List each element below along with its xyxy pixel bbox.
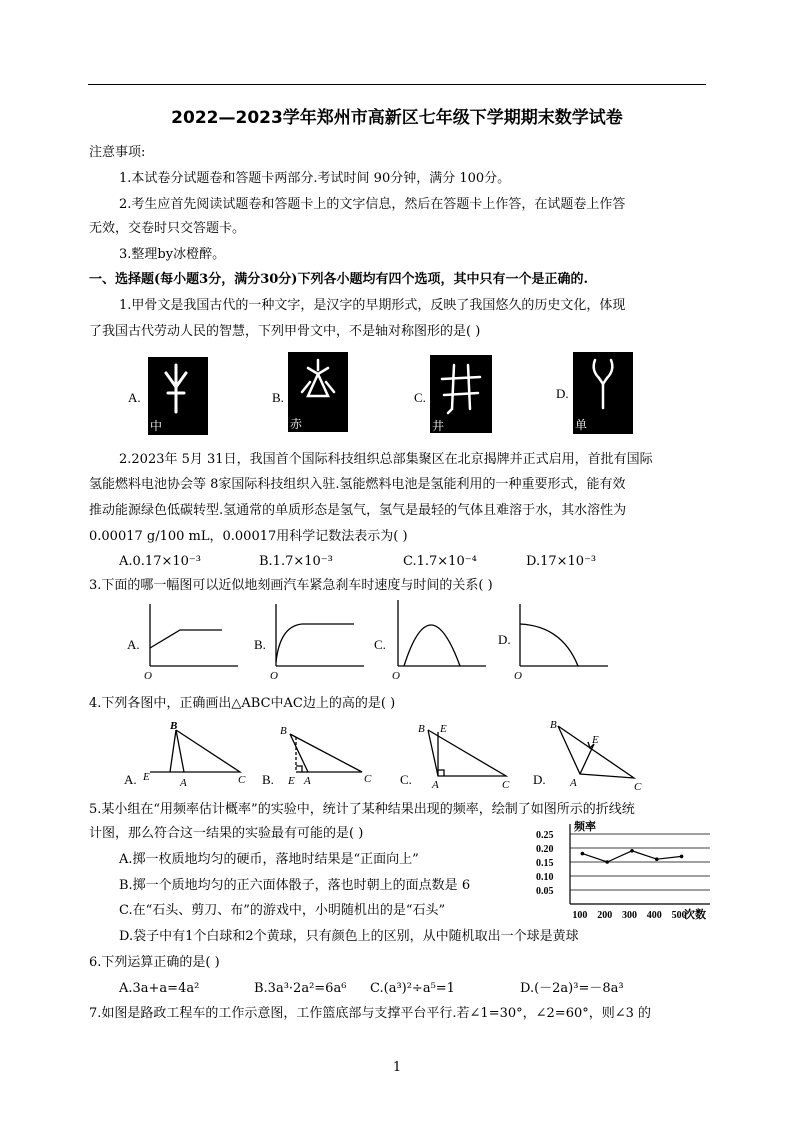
q2-option-a: A.0.17×10⁻³ <box>119 554 201 569</box>
q4-d-point-e: E <box>592 734 599 746</box>
q3-graph-b <box>268 600 368 682</box>
q2-option-d: D.17×10⁻³ <box>526 554 597 569</box>
q4-triangle-b <box>276 722 386 790</box>
q3-option-a-label: A. <box>127 637 140 652</box>
q1-glyph-b-caption: 赤 <box>290 417 303 431</box>
q3-stem: 3.下面的哪一幅图可以近似地刻画汽车紧急刹车时速度与时间的关系( ) <box>89 578 493 593</box>
q1-option-c-label: C. <box>414 390 426 405</box>
q4-d-point-b: B <box>550 719 557 731</box>
q5-line2: 计图，那么符合这一结果的实验最有可能的是( ) <box>89 826 364 841</box>
q6-option-a: A.3a+a=4a² <box>119 981 200 996</box>
chart-xtick-label: 500 <box>671 910 687 921</box>
q3-graph-d-origin: O <box>514 670 522 682</box>
top-rule <box>88 84 706 85</box>
q4-a-point-c: C <box>238 774 246 786</box>
q6-stem: 6.下列运算正确的是( ) <box>89 955 220 970</box>
page-number: 1 <box>392 1060 402 1075</box>
q2-line1: 2.2023年 5月 31日，我国首个国际科技组织总部集聚区在北京揭牌并正式启用，首批有国际 <box>119 452 653 467</box>
q4-d-point-a: A <box>570 777 577 789</box>
chart-data-point <box>605 860 609 864</box>
note-2-line1: 2.考生应首先阅读试题卷和答题卡上的文字信息，然后在答题卡上作答，在试题卷上作答 <box>119 197 626 212</box>
q4-stem: 4.下列各图中，正确画出△ABC中AC边上的高的是( ) <box>89 696 396 711</box>
q1-glyph-c-caption: 井 <box>432 419 445 433</box>
q1-line1: 1.甲骨文是我国古代的一种文字，是汉字的早期形式，反映了我国悠久的历史文化，体现 <box>119 298 626 313</box>
q4-a-point-b: B <box>170 720 178 732</box>
q3-graph-d <box>512 600 612 682</box>
q5-option-c: C.在“石头、剪刀、布”的游戏中，小明随机出的是“石头” <box>119 903 446 918</box>
q2-line2: 氢能燃料电池协会等 8家国际科技组织入驻.氢能燃料电池是氢能利用的一种重要形式，能有效 <box>89 477 626 492</box>
q2-line4: 0.00017 g/100 mL，0.00017用科学记数法表示为( ) <box>89 529 408 544</box>
q5-option-a: A.掷一枚质地均匀的硬币，落地时结果是“正面向上” <box>119 852 419 867</box>
q5-option-d: D.袋子中有1个白球和2个黄球，只有颜色上的区别，从中随机取出一个球是黄球 <box>119 929 579 944</box>
q2-line3: 推动能源绿色低碳转型.氢通常的单质形态是氢气，氢气是最轻的气体且难溶于水，其水溶性为 <box>89 503 627 518</box>
q2-option-b: B.1.7×10⁻³ <box>259 554 333 569</box>
q3-graph-c <box>390 596 490 682</box>
q3-graph-c-origin: O <box>392 670 400 682</box>
q4-b-point-a: A <box>304 775 311 787</box>
chart-data-point <box>655 857 659 861</box>
q4-triangle-a <box>140 718 260 790</box>
q7-line1: 7.如图是路政工程车的工作示意图，工作篮底部与支撑平台平行.若∠1=30°，∠2=60°，则∠3 的 <box>89 1006 652 1021</box>
q4-triangle-d <box>546 716 656 792</box>
q1-option-a-label: A. <box>128 390 141 405</box>
q1-option-b-label: B. <box>272 390 284 405</box>
q4-c-point-e: E <box>440 723 447 735</box>
chart-xtick-label: 100 <box>572 910 588 921</box>
notes-heading: 注意事项: <box>89 145 146 160</box>
q4-option-b-label: B. <box>262 772 274 787</box>
chart-ytick-label: 0.05 <box>536 886 554 897</box>
note-3: 3.整理by冰橙醉。 <box>119 247 226 262</box>
q4-triangle-c <box>414 720 514 790</box>
q5-option-b: B.掷一个质地均匀的正六面体骰子，落也时朝上的面点数是 6 <box>119 878 471 893</box>
q3-graph-a-origin: O <box>144 670 152 682</box>
q4-option-d-label: D. <box>533 772 546 787</box>
chart-data-point <box>581 852 585 856</box>
q3-option-d-label: D. <box>498 632 511 647</box>
q6-option-d: D.(－2a)³=－8a³ <box>520 981 624 996</box>
q1-glyph-d-caption: 单 <box>575 418 588 432</box>
q3-graph-a <box>142 600 242 682</box>
chart-xtick-label: 200 <box>597 910 613 921</box>
q4-c-point-c: C <box>502 779 510 790</box>
q1-glyph-b <box>288 352 348 432</box>
q1-glyph-a-caption: 中 <box>150 419 163 433</box>
chart-xtick-label: 400 <box>646 910 662 921</box>
chart-xlabel: 次数 <box>684 909 706 921</box>
note-1: 1.本试卷分试题卷和答题卡两部分.考试时间 90分钟，满分 100分。 <box>119 171 511 186</box>
q4-b-point-b: B <box>280 725 287 737</box>
q3-option-b-label: B. <box>254 637 266 652</box>
q4-a-point-a: A <box>180 777 187 789</box>
q3-option-c-label: C. <box>374 637 386 652</box>
chart-xtick-label: 300 <box>622 910 637 921</box>
q4-option-a-label: A. <box>124 772 137 787</box>
q6-option-b: B.3a³·2a²=6a⁶ <box>254 981 347 996</box>
section-heading: 一、选择题(每小题3分，满分30分)下列各小题均有四个选项，其中只有一个是正确的. <box>89 272 588 287</box>
q4-c-point-b: B <box>418 723 425 735</box>
chart-ytick-label: 0.15 <box>536 858 554 869</box>
q1-glyph-a <box>148 357 208 435</box>
q1-option-d-label: D. <box>556 386 569 401</box>
chart-data-point <box>630 849 634 853</box>
q6-option-c: C.(a³)²÷a⁵=1 <box>370 981 455 996</box>
frequency-line-chart <box>534 820 712 926</box>
q1-glyph-c <box>430 355 492 433</box>
chart-ylabel: 频率 <box>574 821 596 833</box>
q4-b-point-e: E <box>288 775 295 787</box>
q4-c-point-a: A <box>432 779 439 790</box>
q1-line2: 了我国古代劳动人民的智慧，下列甲骨文中，不是轴对称图形的是( ) <box>89 324 481 339</box>
note-2-line2: 无效，交卷时只交答题卡。 <box>89 221 246 236</box>
q5-line1: 5.某小组在“用频率估计概率”的实验中，统计了某种结果出现的频率，绘制了如图所示的折线统 <box>89 802 635 817</box>
page-title: 2022—2023学年郑州市高新区七年级下学期期末数学试卷 <box>171 108 623 128</box>
q4-a-point-e: E <box>143 771 150 783</box>
chart-ytick-label: 0.10 <box>536 872 554 883</box>
q4-b-point-c: C <box>364 773 372 785</box>
q4-option-c-label: C. <box>400 772 412 787</box>
q2-option-c: C.1.7×10⁻⁴ <box>403 554 477 569</box>
q1-glyph-d <box>573 352 633 434</box>
chart-data-point <box>680 855 684 859</box>
q4-d-point-c: C <box>634 781 642 792</box>
q3-graph-b-origin: O <box>270 670 278 682</box>
chart-ytick-label: 0.20 <box>536 844 554 855</box>
chart-ytick-label: 0.25 <box>536 830 554 841</box>
